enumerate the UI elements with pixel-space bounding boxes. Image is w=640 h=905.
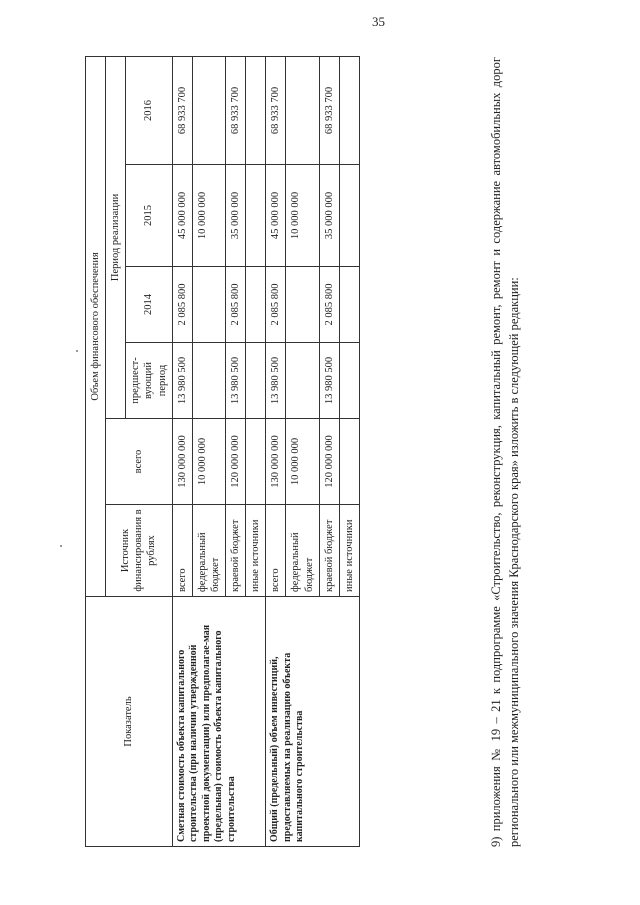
table-row (266, 56, 286, 846)
source-cell: всего (266, 505, 286, 597)
total-cell (246, 419, 266, 505)
y2014-cell: 2 085 800 (172, 267, 192, 343)
source-cell: краевой бюджет (226, 505, 246, 597)
source-cell: федеральный бюджет (286, 505, 319, 597)
total-cell: 130 000 000 (266, 419, 286, 505)
table-row (172, 56, 192, 846)
header-total: всего (106, 419, 173, 505)
prev-cell (246, 343, 266, 419)
prev-cell: 13 980 500 (266, 343, 286, 419)
prev-cell: 13 980 500 (319, 343, 339, 419)
source-cell: иные источники (339, 505, 359, 597)
financing-table (85, 56, 360, 847)
prev-cell (339, 343, 359, 419)
y2014-cell (339, 267, 359, 343)
y2014-cell: 2 085 800 (266, 267, 286, 343)
header-period-prev: предшест-вующий период (126, 343, 172, 419)
y2016-cell (192, 56, 225, 164)
scan-speck (76, 350, 78, 352)
prev-cell (192, 343, 225, 419)
total-cell: 10 000 000 (286, 419, 319, 505)
y2014-cell: 2 085 800 (319, 267, 339, 343)
header-period: Период реализации (106, 56, 126, 418)
y2015-cell (246, 165, 266, 267)
source-cell: краевой бюджет (319, 505, 339, 597)
page-number: 35 (372, 14, 385, 29)
y2015-cell (339, 165, 359, 267)
y2016-cell: 68 933 700 (319, 56, 339, 164)
y2016-cell (286, 56, 319, 164)
rotated-content (85, 57, 555, 847)
source-cell: всего (172, 505, 192, 597)
header-indicator: Показатель (86, 597, 173, 847)
total-cell: 120 000 000 (319, 419, 339, 505)
prev-cell (286, 343, 319, 419)
y2014-cell (192, 267, 225, 343)
total-cell: 130 000 000 (172, 419, 192, 505)
total-cell: 120 000 000 (226, 419, 246, 505)
source-cell: иные источники (246, 505, 266, 597)
y2015-cell: 35 000 000 (226, 165, 246, 267)
y2016-cell (339, 56, 359, 164)
source-cell: федеральный бюджет (192, 505, 225, 597)
y2014-cell (286, 267, 319, 343)
prev-cell: 13 980 500 (226, 343, 246, 419)
y2015-cell: 10 000 000 (192, 165, 225, 267)
header-period-2014: 2014 (126, 267, 172, 343)
y2016-cell: 68 933 700 (172, 56, 192, 164)
header-period-2015: 2015 (126, 165, 172, 267)
y2015-cell: 10 000 000 (286, 165, 319, 267)
total-cell: 10 000 000 (192, 419, 225, 505)
indicator-estimated-cost: Сметная стоимость объекта капитального строительства (при наличии утвержденной проектной документации) или предполагае-мая (предельная) стоимость объекта капитального строительства (172, 597, 266, 847)
amendment-paragraph: 9) приложения № 19 – 21 к подпрограмме «Строительство, реконструкция, капитальный ремонт, ремонт и содержание автомобильных дорог регионального или межмуниципального значения Краснодарского края» изложить в следующей редакции: (489, 57, 522, 847)
y2016-cell: 68 933 700 (266, 56, 286, 164)
scan-speck (60, 545, 62, 547)
y2016-cell (246, 56, 266, 164)
prev-cell: 13 980 500 (172, 343, 192, 419)
y2014-cell: 2 085 800 (226, 267, 246, 343)
y2014-cell (246, 267, 266, 343)
y2016-cell: 68 933 700 (226, 56, 246, 164)
header-sources: Источник финансирования в рублях (106, 505, 173, 597)
total-cell (339, 419, 359, 505)
y2015-cell: 45 000 000 (172, 165, 192, 267)
header-period-2016: 2016 (126, 56, 172, 164)
y2015-cell: 35 000 000 (319, 165, 339, 267)
indicator-investment-volume: Общий (предельный) объем инвестиций, предоставляемых на реализацию объекта капитального строительства (266, 597, 360, 847)
y2015-cell: 45 000 000 (266, 165, 286, 267)
header-volume: Объем финансового обеспечения (86, 56, 106, 596)
